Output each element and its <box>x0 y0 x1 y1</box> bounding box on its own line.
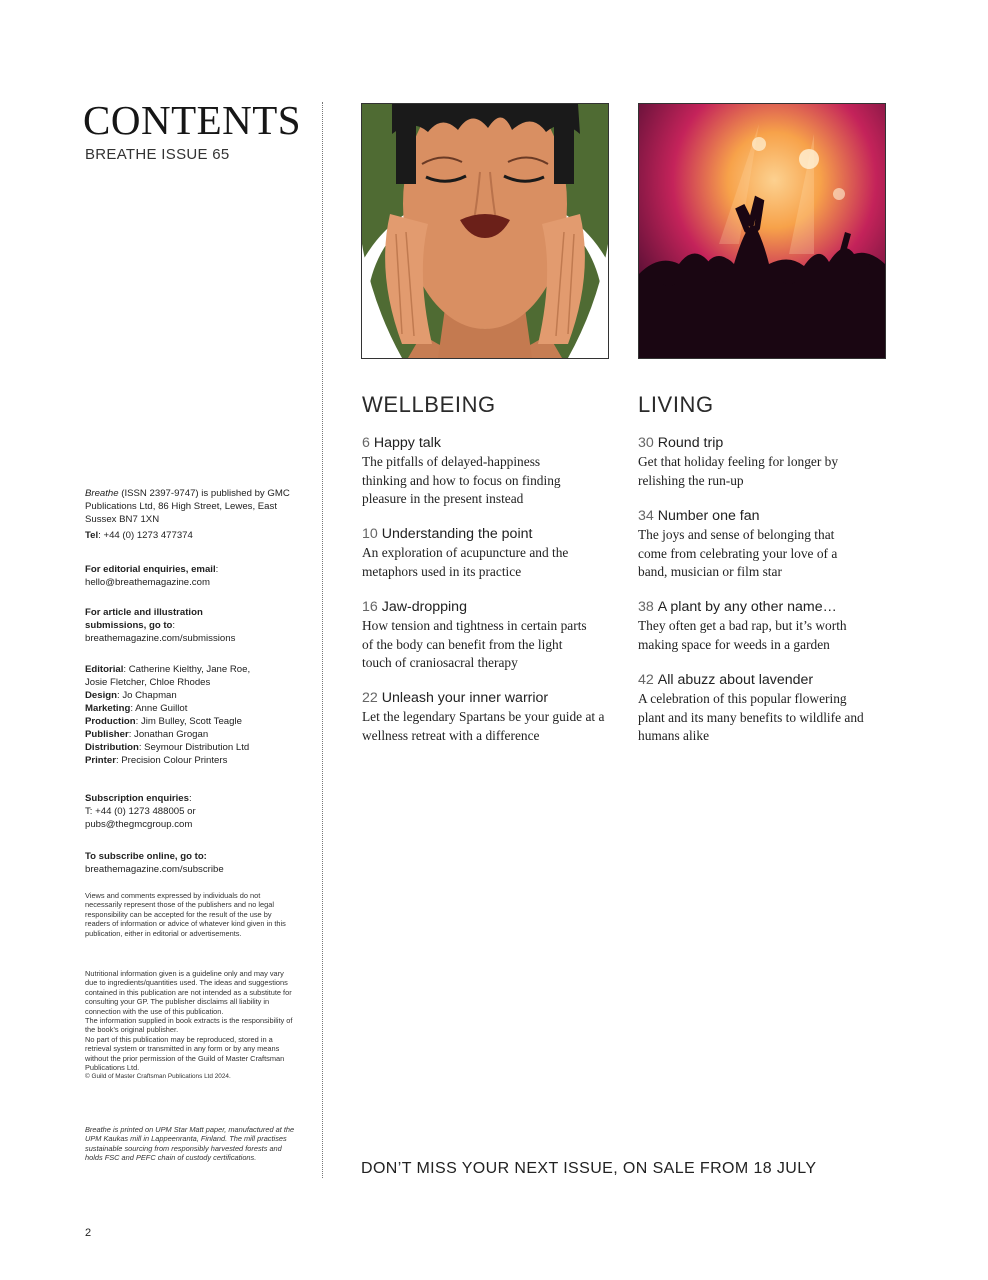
tel-value: : +44 (0) 1273 477374 <box>98 530 193 541</box>
credit-row <box>85 741 275 754</box>
credit-row <box>85 663 275 689</box>
entry-title: Jaw-dropping <box>381 599 467 615</box>
section-heading-wellbeing: WELLBEING <box>362 392 496 417</box>
credit-row <box>85 689 275 702</box>
disclaimer-extracts: The information supplied in book extracts is the responsibility of the book’s original publisher. <box>85 1016 293 1035</box>
imprint-credits <box>85 663 275 767</box>
credit-value: : Catherine Kielthy, Jane Roe, Josie Fletcher, Chloe Rhodes <box>85 664 251 688</box>
entry-title: Unleash your inner warrior <box>381 690 549 706</box>
entry-description: Let the legendary Spartans be your guide at a wellness retreat with a difference <box>362 709 605 743</box>
paper-brand: Breathe <box>85 1125 111 1134</box>
contents-entry[interactable] <box>638 434 888 490</box>
contents-entry[interactable] <box>638 507 888 582</box>
entry-description: The joys and sense of belonging that come from celebrating your love of a band, musician or film star <box>638 527 838 579</box>
credit-label: Printer <box>85 755 116 766</box>
credit-value: : Precision Colour Printers <box>115 755 228 766</box>
imprint-subscribe-online <box>85 850 297 876</box>
credit-value: : Jim Bulley, Scott Teagle <box>135 716 242 727</box>
credit-value: : Seymour Distribution Ltd <box>138 742 250 753</box>
credit-label: Design <box>85 690 117 701</box>
disclaimer-reproduction: No part of this publication may be reproduced, stored in a retrieval system or transmitted in any form or by any means without the prior permission of the Guild of Master Craftsman Publications Ltd. <box>85 1034 285 1073</box>
entry-title: All abuzz about lavender <box>657 672 814 688</box>
submissions-label: For article and illustration submissions, go to <box>85 607 203 631</box>
credit-label: Marketing <box>85 703 131 714</box>
entry-page: 38 <box>638 599 654 615</box>
living-photo <box>638 103 886 359</box>
credit-row <box>85 715 275 728</box>
section-heading-living: LIVING <box>638 392 714 417</box>
credit-value: : Jo Chapman <box>117 690 177 701</box>
page-number: 2 <box>85 1227 92 1239</box>
credit-label: Production <box>85 716 136 727</box>
entry-description: A celebration of this popular flowering plant and its many benefits to wildlife and humans alike <box>638 691 864 743</box>
submissions-link: breathemagazine.com/submissions <box>85 633 236 644</box>
contents-entry[interactable] <box>362 689 612 745</box>
imprint-submissions: For article and illustration submissions, go to: <box>85 607 203 631</box>
publisher-details: (ISSN 2397-9747) is published by GMC Publications Ltd, 86 High Street, Lewes, East Sussex BN7 1XN <box>85 488 290 525</box>
imprint-publisher <box>85 487 297 542</box>
entry-description: An exploration of acupuncture and the metaphors used in its practice <box>362 545 569 579</box>
credit-label: Publisher <box>85 729 129 740</box>
entry-page: 42 <box>638 672 654 688</box>
entry-title: Happy talk <box>373 435 441 451</box>
contents-entry[interactable] <box>362 434 612 509</box>
credit-row <box>85 702 275 715</box>
credit-row <box>85 754 275 767</box>
entry-page: 22 <box>362 690 378 706</box>
entry-page: 30 <box>638 435 654 451</box>
issue-subtitle: BREATHE ISSUE 65 <box>85 146 230 163</box>
imprint-subscription: Subscription enquiries: T: +44 (0) 1273 488005 or pubs@thegmcgroup.com <box>85 792 215 831</box>
paper-note <box>85 1125 297 1163</box>
publisher-brand: Breathe <box>85 488 119 499</box>
paper-note-text: is printed on UPM Star Matt paper, manufactured at the UPM Kaukas mill in Lappeenranta, Finland. The mill practises sustainable sourcing from responsibly harvested forests and holds FSC and PEFC chain of custody certifications. <box>85 1125 295 1163</box>
subscribe-online-link: breathemagazine.com/subscribe <box>85 864 224 875</box>
entry-page: 10 <box>362 526 378 542</box>
credit-label: Distribution <box>85 742 139 753</box>
contents-entry[interactable] <box>638 671 888 746</box>
concert-crowd-icon <box>639 104 885 358</box>
entry-title: Number one fan <box>657 508 760 524</box>
wellbeing-illustration <box>361 103 609 359</box>
tel-label: Tel <box>85 530 99 541</box>
subscription-label: Subscription enquiries <box>85 793 189 804</box>
credit-row <box>85 728 275 741</box>
next-issue-note: DON’T MISS YOUR NEXT ISSUE, ON SALE FROM 18 JULY <box>361 1160 817 1177</box>
copyright: © Guild of Master Craftsman Publications Ltd 2024. <box>85 1073 231 1081</box>
entry-title: Round trip <box>657 435 724 451</box>
disclaimer-nutrition: Nutritional information given is a guideline only and may vary due to ingredients/quantities used. The ideas and suggestions contained in this publication are not intended as a substitute for consulting your GP. The publisher disclaims all liability in connection with the use of this publication. <box>85 969 292 1016</box>
entry-page: 34 <box>638 508 654 524</box>
column-divider <box>322 102 323 1178</box>
entry-page: 6 <box>362 435 370 451</box>
subscribe-online-label: To subscribe online, go to: <box>85 851 207 862</box>
contents-entry[interactable] <box>362 525 612 581</box>
entry-description: The pitfalls of delayed-happiness thinking and how to focus on finding pleasure in the present instead <box>362 454 561 506</box>
disclaimer-views: Views and comments expressed by individuals do not necessarily represent those of the publishers and no legal responsibility can be accepted for the result of the use by readers of information or advice of whatever kind given in this publication, either in editorial or advertisements. <box>85 891 286 938</box>
entry-description: They often get a bad rap, but it’s worth making space for weeds in a garden <box>638 618 847 652</box>
meditating-face-icon <box>362 104 608 358</box>
disclaimer-legal <box>85 969 297 1082</box>
contents-entry[interactable] <box>362 598 612 673</box>
contents-entry[interactable] <box>638 598 888 654</box>
credit-value: : Anne Guillot <box>130 703 188 714</box>
page-title: CONTENTS <box>83 97 302 143</box>
credit-label: Editorial <box>85 664 124 675</box>
editorial-enquiries-label: For editorial enquiries, email <box>85 564 216 575</box>
submissions-link-wrap <box>85 632 297 645</box>
entry-title: Understanding the point <box>381 526 533 542</box>
entry-description: How tension and tightness in certain parts of the body can benefit from the light touch of craniosacral therapy <box>362 618 587 670</box>
editorial-email: hello@breathemagazine.com <box>85 577 210 588</box>
subscription-value: T: +44 (0) 1273 488005 or pubs@thegmcgroup.com <box>85 806 196 830</box>
entry-page: 16 <box>362 599 378 615</box>
imprint-editorial-enquiries: For editorial enquiries, email: hello@breathemagazine.com <box>85 563 297 589</box>
entry-description: Get that holiday feeling for longer by relishing the run-up <box>638 454 839 488</box>
credit-value: : Jonathan Grogan <box>128 729 209 740</box>
entry-title: A plant by any other name… <box>657 599 837 615</box>
